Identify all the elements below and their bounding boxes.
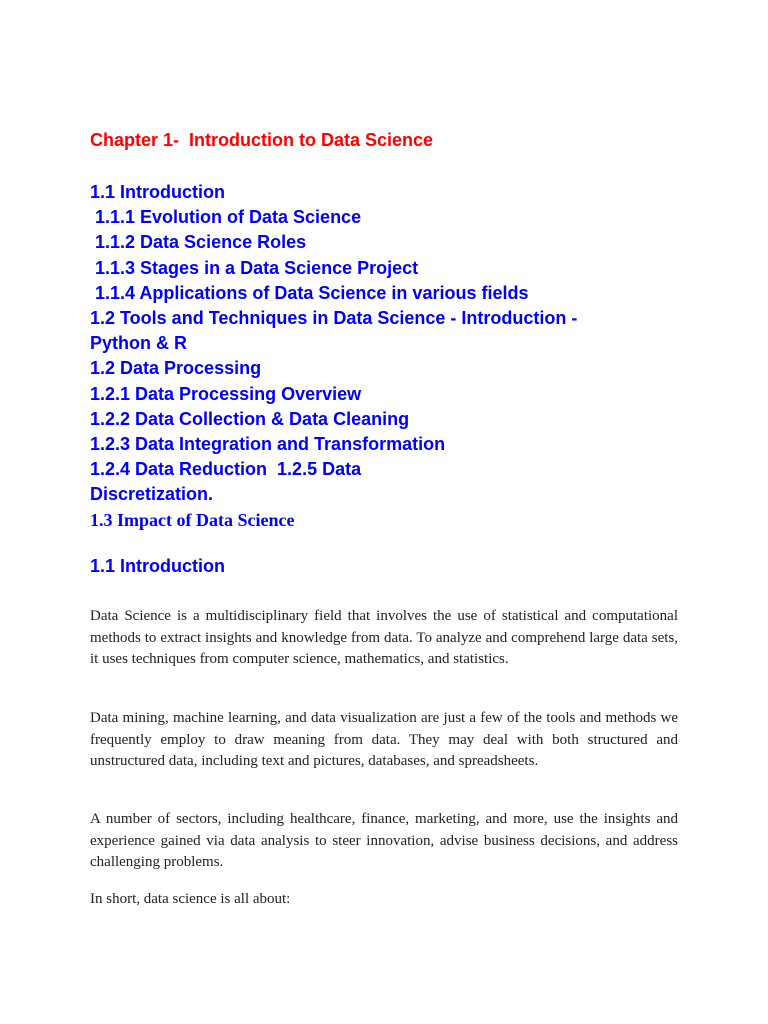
toc-item: 1.1.3 Stages in a Data Science Project [90, 257, 419, 278]
chapter-title: Chapter 1- Introduction to Data Science [90, 130, 434, 150]
body-paragraph: In short, data science is all about: [90, 891, 291, 907]
impact-heading: 1.3 Impact of Data Science [90, 510, 295, 530]
toc-item: 1.2.4 Data Reduction 1.2.5 Data [90, 459, 362, 480]
toc-item: 1.2.2 Data Collection & Data Cleaning [90, 408, 410, 429]
body-paragraph: A number of sectors, including healthcare, finance, marketing, and more, use the insights and experience gained via data analysis to steer innovation, advise business decisions, and address challenging problems. [90, 811, 678, 871]
toc-item: Discretization. [90, 484, 214, 505]
toc-item: 1.2.1 Data Processing Overview [90, 383, 362, 404]
toc-item: 1.2 Data Processing [90, 358, 262, 379]
table-of-contents [90, 180, 630, 508]
toc-item: 1.2.3 Data Integration and Transformation [90, 434, 446, 455]
toc-item: 1.1 Introduction [90, 182, 225, 202]
toc-item: 1.1.4 Applications of Data Science in various fields [90, 282, 529, 303]
section-heading: 1.1 Introduction [90, 556, 225, 576]
body-paragraph: Data mining, machine learning, and data visualization are just a few of the tools and methods we frequently employ to draw meaning from data. They may deal with both structured and unstructured data, including text and pictures, databases, and spreadsheets. [90, 710, 678, 770]
toc-item: 1.2 Tools and Techniques in Data Science - Introduction - Python & R [90, 308, 578, 354]
body-paragraph: Data Science is a multidisciplinary field that involves the use of statistical and computational methods to extract insights and knowledge from data. To analyze and comprehend large data sets, it uses techniques from computer science, mathematics, and statistics. [90, 608, 678, 668]
toc-item: 1.1.2 Data Science Roles [90, 232, 307, 253]
toc-item: 1.1.1 Evolution of Data Science [90, 207, 362, 228]
